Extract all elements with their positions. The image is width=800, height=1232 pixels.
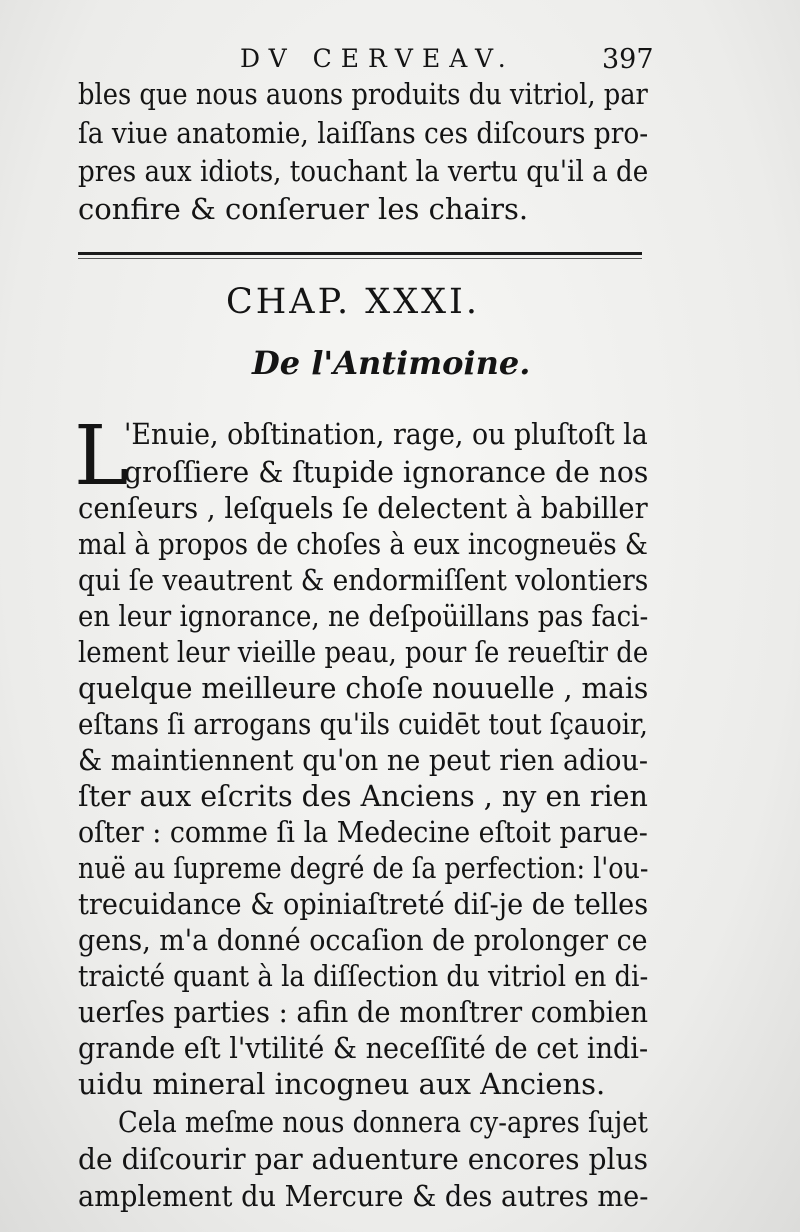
text-line: en leur ignorance, ne deſpoüillans pas faci- xyxy=(78,599,649,633)
text-line: qui ſe veautrent & endormiſſent volontiers xyxy=(78,563,649,597)
text-line: & maintiennent qu'on ne peut rien adiou- xyxy=(78,743,649,777)
section-rule-thin xyxy=(78,258,642,259)
drop-cap: L xyxy=(74,409,129,504)
text-line: cenſeurs , leſquels ſe delectent à babiller xyxy=(78,491,648,525)
text-line: eſtans ſi arrogans qu'ils cuidēt tout ſçauoir, xyxy=(78,707,648,741)
text-line: uidu mineral incogneu aux Anciens. xyxy=(78,1067,606,1101)
chapter-subtitle: De l'Antimoine. xyxy=(252,344,531,382)
text-line: mal à propos de choſes à eux incogneuës & xyxy=(78,527,648,561)
text-line: oſter : comme ſi la Medecine eſtoit parue- xyxy=(78,815,648,849)
text-line: lement leur vieille peau, pour ſe reueſtir de xyxy=(78,635,649,669)
text-line: de diſcourir par aduenture encores plus xyxy=(78,1142,649,1176)
text-line: trecuidance & opiniaſtreté diſ-je de telles xyxy=(78,887,649,921)
text-line: amplement du Mercure & des autres me- xyxy=(78,1179,649,1213)
text-line: ſa viue anatomie, laiſſans ces diſcours pro- xyxy=(78,116,649,150)
text-line: uerſes parties : afin de monſtrer combien xyxy=(78,995,649,1029)
text-line: grande eſt l'vtilité & neceſſité de cet indi- xyxy=(78,1031,649,1065)
text-line: Cela meſme nous donnera cy-apres ſujet xyxy=(118,1105,648,1139)
text-line: bles que nous auons produits du vitriol, par xyxy=(78,77,648,111)
chapter-heading: CHAP. XXXI. xyxy=(226,282,480,322)
text-line: 'Enuie, obſtination, rage, ou pluſtoſt la xyxy=(124,417,648,451)
running-title: DV CERVEAV. xyxy=(240,44,515,73)
text-line: groſſiere & ſtupide ignorance de nos xyxy=(124,455,649,489)
page-number: 397 xyxy=(602,44,654,75)
text-line: confire & conſeruer les chairs. xyxy=(78,192,529,226)
text-line: ſter aux eſcrits des Anciens , ny en rien xyxy=(78,779,648,813)
text-line: traicté quant à la diſſection du vitriol en di- xyxy=(78,959,649,993)
section-rule xyxy=(78,252,642,255)
text-line: nuë au ſupreme degré de ſa perfection: l'ou- xyxy=(78,851,649,885)
text-line: quelque meilleure choſe nouuelle , mais xyxy=(78,671,649,705)
text-line: pres aux idiots, touchant la vertu qu'il a de xyxy=(78,154,649,188)
text-line: gens, m'a donné occaſion de prolonger ce xyxy=(78,923,648,957)
